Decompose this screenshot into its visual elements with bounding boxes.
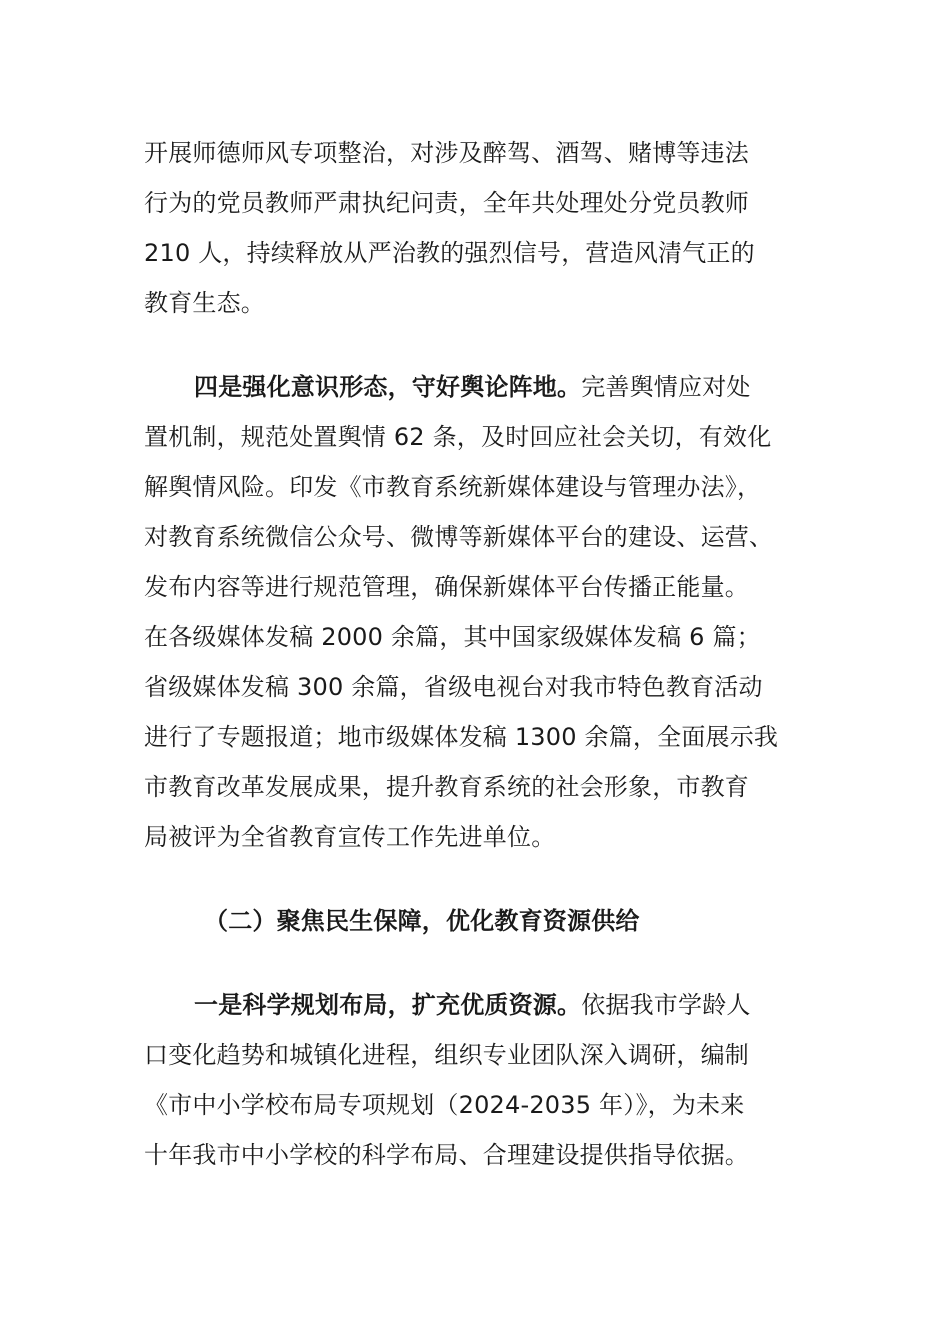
text-segment: 依据我市学龄人 [581, 991, 751, 1019]
text-line: 口变化趋势和城镇化进程，组织专业团队深入调研，编制 [144, 1041, 749, 1069]
text-line: 置机制，规范处置舆情 62 条，及时回应社会关切，有效化 [144, 423, 772, 451]
paragraph-planning [144, 980, 808, 1180]
text-line: 210 人，持续释放从严治教的强烈信号，营造风清气正的 [144, 239, 755, 267]
text-line [144, 980, 808, 1030]
text-line: 教育生态。 [144, 289, 265, 317]
paragraph-spacer [144, 328, 808, 362]
text-line: 解舆情风险。印发《市教育系统新媒体建设与管理办法》， [144, 473, 762, 501]
paragraph-spacer [144, 862, 808, 896]
text-line: 进行了专题报道；地市级媒体发稿 1300 余篇，全面展示我 [144, 723, 779, 751]
paragraph-ideology [144, 362, 808, 862]
paragraph-discipline [144, 128, 808, 328]
paragraph-lead: 四是强化意识形态，守好舆论阵地。 [194, 373, 582, 401]
text-line: 行为的党员教师严肃执纪问责，全年共处理处分党员教师 [144, 189, 749, 217]
text-line: 在各级媒体发稿 2000 余篇，其中国家级媒体发稿 6 篇； [144, 623, 761, 651]
text-line: 对教育系统微信公众号、微博等新媒体平台的建设、运营、 [144, 523, 774, 551]
text-line: 局被评为全省教育宣传工作先进单位。 [144, 823, 556, 851]
paragraph-spacer [144, 946, 808, 980]
text-line: 开展师德师风专项整治，对涉及醉驾、酒驾、赌博等违法 [144, 139, 749, 167]
text-line: 《市中小学校布局专项规划（2024-2035 年）》，为未来 [144, 1091, 745, 1119]
text-line: 发布内容等进行规范管理，确保新媒体平台传播正能量。 [144, 573, 749, 601]
text-line: 十年我市中小学校的科学布局、合理建设提供指导依据。 [144, 1141, 749, 1169]
document-page [144, 128, 808, 1180]
text-line: 市教育改革发展成果，提升教育系统的社会形象，市教育 [144, 773, 749, 801]
paragraph-lead: 一是科学规划布局，扩充优质资源。 [194, 991, 582, 1019]
text-line: 省级媒体发稿 300 余篇，省级电视台对我市特色教育活动 [144, 673, 763, 701]
section-heading: （二）聚焦民生保障，优化教育资源供给 [204, 907, 640, 935]
text-line [144, 362, 808, 412]
text-segment: 完善舆情应对处 [581, 373, 751, 401]
